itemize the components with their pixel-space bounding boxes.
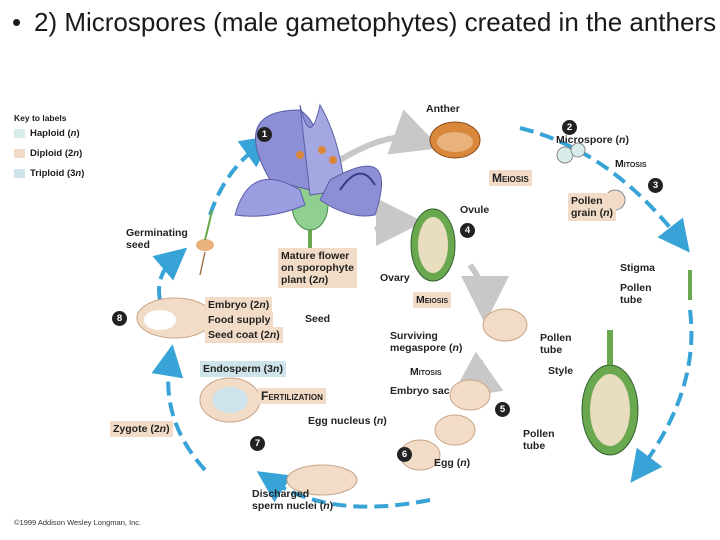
arrow-style-down (640, 310, 691, 470)
key-diploid: Diploid (2n) (14, 148, 82, 159)
label-ovary: Ovary (380, 272, 410, 284)
step-3: 3 (648, 178, 663, 193)
label-egg-nucleus: Egg nucleus (n) (308, 415, 387, 427)
step-4: 4 (460, 223, 475, 238)
label-meiosis-top: Meiosis (489, 170, 532, 186)
label-surviving-megaspore: Surviving megaspore (n) (390, 330, 463, 354)
arrow-seed-to-germ (159, 258, 175, 300)
label-microspore: Microspore (n) (556, 134, 629, 146)
step-2: 2 (562, 120, 577, 135)
germinating-seed-illustration (196, 210, 214, 275)
label-food-supply: Food supply (205, 312, 273, 328)
anther-illustration (430, 122, 480, 158)
key-title: Key to labels (14, 113, 67, 123)
copyright-notice: ©1999 Addison Wesley Longman, Inc. (14, 518, 142, 527)
label-seed-coat: Seed coat (2n) (205, 327, 283, 343)
seed-illustration (137, 298, 213, 338)
ovule-illustration (411, 209, 455, 281)
label-pollen-tube-mid: Pollen tube (540, 332, 572, 356)
label-pollen-grain: Pollen grain (n) (568, 193, 616, 221)
title-text: 2) Microspores (male gametophytes) created in the anthers (34, 7, 717, 37)
step-5: 5 (495, 402, 510, 417)
label-stigma: Stigma (620, 262, 656, 274)
title-bullet: • (12, 7, 22, 37)
label-mitosis-mid: Mitosis (410, 366, 442, 378)
label-egg: Egg (n) (434, 457, 471, 469)
step-6: 6 (397, 447, 412, 462)
haploid-swatch (14, 129, 25, 138)
label-embryo-sac: Embryo sac (390, 385, 450, 397)
label-fertilization: Fertilization (258, 388, 326, 404)
step-7: 7 (250, 436, 265, 451)
step-1: 1 (257, 127, 272, 142)
key-haploid: Haploid (n) (14, 128, 80, 139)
label-endosperm: Endosperm (3n) (200, 361, 286, 377)
label-pollen-tube-low: Pollen tube (523, 428, 555, 452)
label-germinating-seed: Germinating seed (126, 227, 188, 251)
label-mature-flower: Mature flower on sporophyte plant (2n) (278, 248, 357, 288)
label-discharged-sperm: Discharged sperm nuclei (n) (252, 488, 334, 512)
diploid-swatch (14, 149, 25, 158)
triploid-swatch (14, 169, 25, 178)
label-seed: Seed (305, 313, 331, 325)
label-pollen-tube-right: Pollen tube (620, 282, 652, 306)
label-ovule: Ovule (460, 204, 490, 216)
step-8: 8 (112, 311, 127, 326)
label-zygote: Zygote (2n) (110, 421, 173, 437)
label-meiosis-mid: Meiosis (413, 292, 451, 308)
key-triploid: Triploid (3n) (14, 168, 84, 179)
label-mitosis-top: Mitosis (615, 158, 647, 170)
label-anther: Anther (426, 103, 460, 115)
label-style: Style (548, 365, 574, 377)
label-embryo: Embryo (2n) (205, 297, 272, 313)
